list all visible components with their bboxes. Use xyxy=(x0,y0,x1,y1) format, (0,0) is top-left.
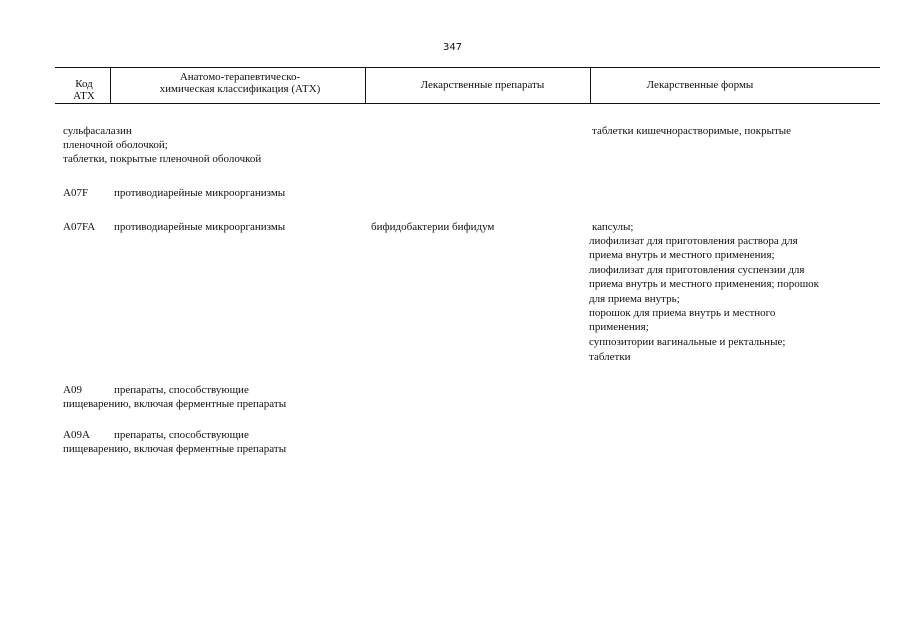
row-a09a-code: A09A xyxy=(63,429,90,441)
row-a07fa-form-3: приема внутрь и местного применения; xyxy=(589,249,775,261)
row-a07fa-form-1: капсулы; xyxy=(592,221,634,233)
row-a09a-name-line2: пищеварению, включая ферментные препараты xyxy=(63,443,287,455)
header-divider-1 xyxy=(110,67,111,103)
header-divider-3 xyxy=(590,67,591,103)
row-a07fa-form-8: применения; xyxy=(589,321,649,333)
header-atx-line2: химическая классификация (АТХ) xyxy=(159,83,321,95)
row-a07fa-form-9: суппозитории вагинальные и ректальные; xyxy=(589,336,786,348)
row-a07f-code: A07F xyxy=(63,187,89,199)
header-top-rule xyxy=(55,67,880,68)
header-code-label: Код xyxy=(75,78,93,90)
header-divider-2 xyxy=(365,67,366,103)
header-atx-line1: Анатомо-терапевтическо- xyxy=(179,71,301,83)
row-a07fa-form-7: порошок для приема внутрь и местного xyxy=(589,307,776,319)
row-a07fa-form-6: для приема внутрь; xyxy=(589,293,680,305)
header-drugs: Лекарственные препараты xyxy=(420,79,545,91)
row-a07fa-form-4: лиофилизат для приготовления суспензии для xyxy=(589,264,805,276)
row-a09-name-line2: пищеварению, включая ферментные препараты xyxy=(63,398,287,410)
row-a07fa-drug: бифидобактерии бифидум xyxy=(371,221,495,233)
row-a07fa-form-10: таблетки xyxy=(589,351,631,363)
header-code-atx xyxy=(60,78,108,102)
row-a07fa-form-2: лиофилизат для приготовления раствора для xyxy=(589,235,798,247)
continuation-form-line3: таблетки, покрытые пленочной оболочкой xyxy=(63,153,262,165)
header-atx-classification xyxy=(135,71,345,95)
header-forms: Лекарственные формы xyxy=(646,79,754,91)
row-a07fa-form-5: приема внутрь и местного применения; порошок xyxy=(589,278,820,290)
page-number: 347 xyxy=(442,42,463,53)
continuation-form-line1: таблетки кишечнорастворимые, покрытые xyxy=(592,125,792,137)
row-a09-code: A09 xyxy=(63,384,82,396)
row-a07fa-code: A07FA xyxy=(63,221,96,233)
row-a09a-name-line1: препараты, способствующие xyxy=(114,429,249,441)
row-a09-name-line1: препараты, способствующие xyxy=(114,384,249,396)
row-a07fa-name: противодиарейные микроорганизмы xyxy=(114,221,286,233)
row-a07f-name: противодиарейные микроорганизмы xyxy=(114,187,286,199)
continuation-form-line2: пленочной оболочкой; xyxy=(63,139,168,151)
header-atx-short-label: АТХ xyxy=(73,90,95,102)
header-bottom-rule xyxy=(55,103,880,104)
continuation-drug: сульфасалазин xyxy=(63,125,132,137)
